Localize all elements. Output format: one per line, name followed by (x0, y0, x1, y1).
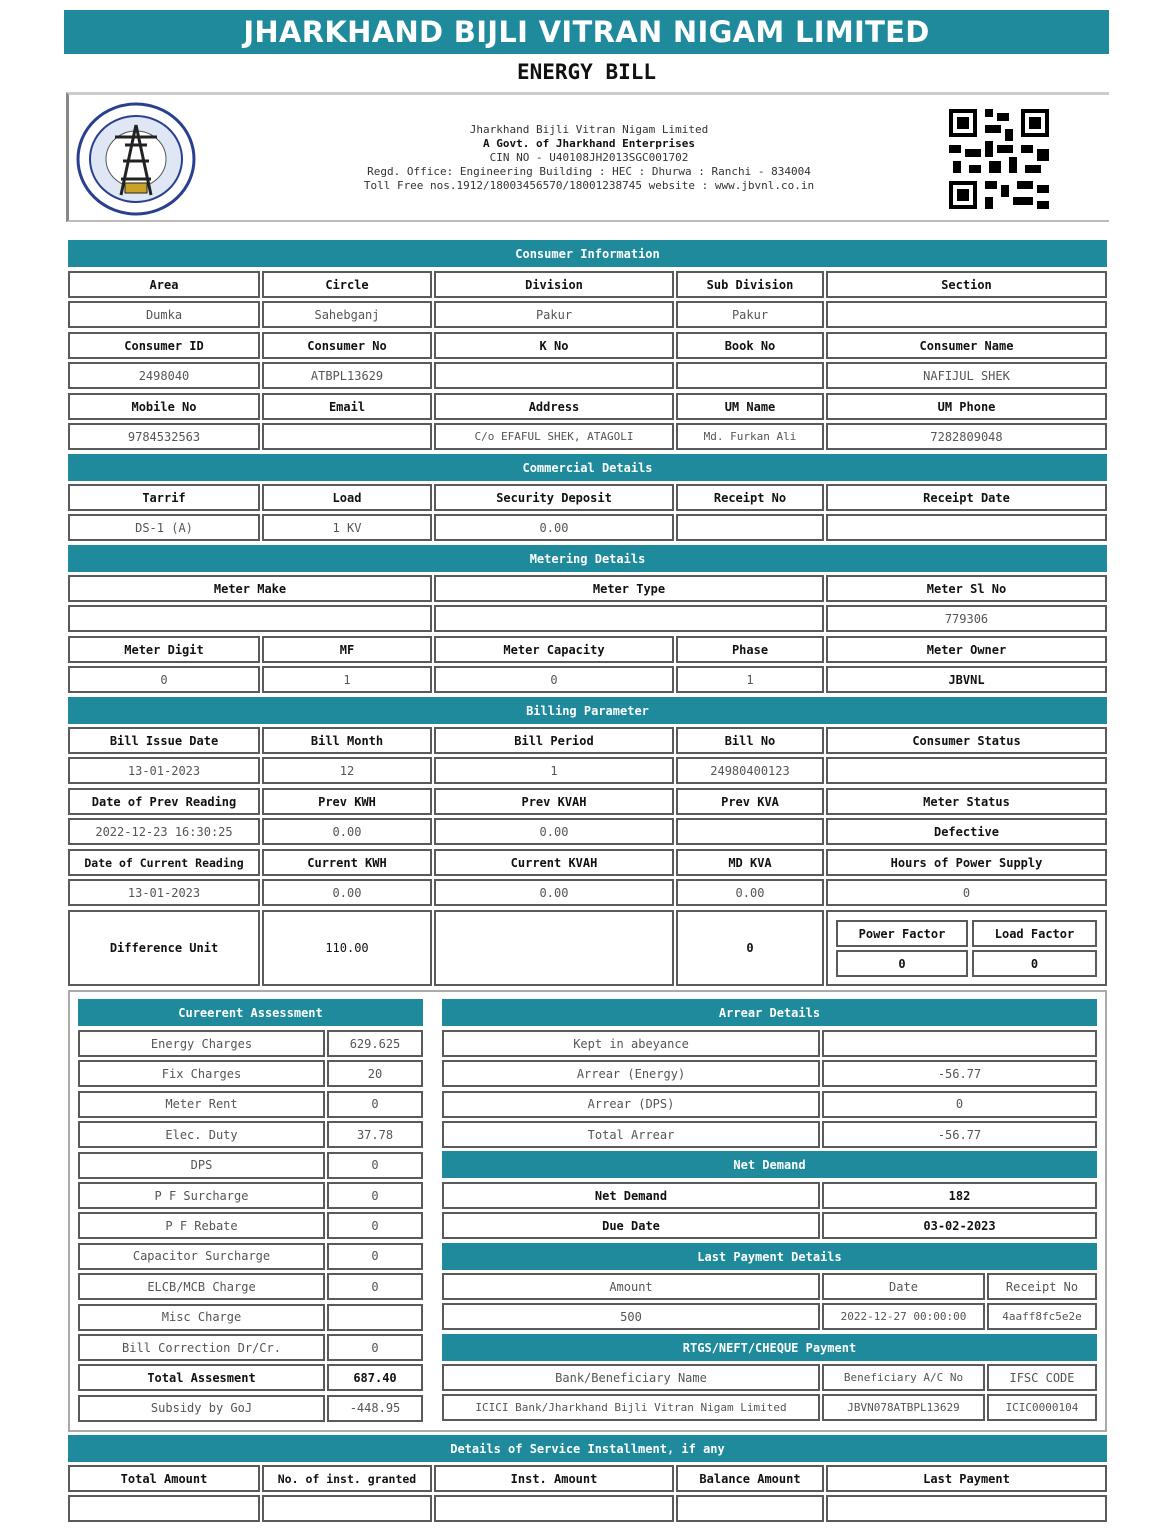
bank-name-label: Bank/Beneficiary Name (442, 1364, 820, 1391)
last-payment-date-value: 2022-12-27 00:00:00 (822, 1303, 985, 1330)
section-commercial-details: Commercial Details (68, 454, 1107, 481)
company-name: Jharkhand Bijli Vitran Nigam Limited (469, 123, 709, 136)
last-payment-amount-label: Amount (442, 1273, 820, 1300)
mf-label: MF (262, 636, 432, 663)
consumer-status-value (826, 757, 1107, 784)
um-name-value: Md. Furkan Ali (676, 423, 824, 450)
net-demand-value: 182 (822, 1182, 1097, 1209)
book-no-label: Book No (676, 332, 824, 359)
security-deposit-value: 0.00 (434, 514, 674, 541)
installment-amount-label: Inst. Amount (434, 1465, 674, 1492)
assessment-row-value (327, 1304, 423, 1331)
arrear-row-label: Total Arrear (442, 1121, 820, 1148)
current-reading-date-label: Date of Current Reading (68, 849, 260, 876)
section-consumer-information: Consumer Information (68, 240, 1107, 267)
section-metering-details: Metering Details (68, 545, 1107, 572)
last-payment-receipt-label: Receipt No (987, 1273, 1097, 1300)
email-value (262, 423, 432, 450)
hours-supply-label: Hours of Power Supply (826, 849, 1107, 876)
meter-owner-label: Meter Owner (826, 636, 1107, 663)
assessment-row-label: DPS (78, 1152, 325, 1179)
area-value: Dumka (68, 301, 260, 328)
tariff-label: Tarrif (68, 484, 260, 511)
consumer-name-label: Consumer Name (826, 332, 1107, 359)
installment-balance-label: Balance Amount (676, 1465, 824, 1492)
difference-blank (434, 910, 674, 986)
subdivision-label: Sub Division (676, 271, 824, 298)
bill-issue-date-value: 13-01-2023 (68, 757, 260, 784)
assessment-row-label: Subsidy by GoJ (78, 1395, 325, 1422)
arrear-row-value: -56.77 (822, 1121, 1097, 1148)
toll-free-numbers: Toll Free nos.1912/18003456570/18001238745 website : www.jbvnl.co.in (363, 179, 815, 192)
beneficiary-ac-value: JBVN078ATBPL13629 (822, 1394, 985, 1421)
prev-kwh-value: 0.00 (262, 818, 432, 845)
assessment-row-value: 0 (327, 1212, 423, 1239)
hours-supply-value: 0 (826, 879, 1107, 906)
assessment-row-label: Energy Charges (78, 1030, 325, 1057)
arrear-row-value (822, 1030, 1097, 1057)
assessment-row-label: Fix Charges (78, 1060, 325, 1087)
circle-value: Sahebganj (262, 301, 432, 328)
receipt-date-label: Receipt Date (826, 484, 1107, 511)
jbvnl-logo-icon (75, 101, 197, 217)
mf-value: 1 (262, 666, 432, 693)
assessment-row-label: Meter Rent (78, 1091, 325, 1118)
section-arrear-details: Arrear Details (442, 999, 1097, 1026)
assessment-row-value: 0 (327, 1273, 423, 1300)
current-kvah-label: Current KVAH (434, 849, 674, 876)
document-title: ENERGY BILL (516, 60, 657, 84)
load-factor-value: 0 (972, 950, 1097, 977)
current-kwh-label: Current KWH (262, 849, 432, 876)
bank-name-value: ICICI Bank/Jharkhand Bijli Vitran Nigam Limited (442, 1394, 820, 1421)
assessment-row-label: P F Rebate (78, 1212, 325, 1239)
installment-amount-value (434, 1495, 674, 1522)
arrear-row-label: Arrear (Energy) (442, 1060, 820, 1087)
um-name-label: UM Name (676, 393, 824, 420)
meter-sl-value: 779306 (826, 605, 1107, 632)
meter-digit-value: 0 (68, 666, 260, 693)
section-value (826, 301, 1107, 328)
section-billing-parameter: Billing Parameter (68, 697, 1107, 724)
meter-capacity-value: 0 (434, 666, 674, 693)
meter-status-value: Defective (826, 818, 1107, 845)
address-value: C/o EFAFUL SHEK, ATAGOLI (434, 423, 674, 450)
address-label: Address (434, 393, 674, 420)
current-kwh-value: 0.00 (262, 879, 432, 906)
division-value: Pakur (434, 301, 674, 328)
difference-unit-value: 110.00 (262, 910, 432, 986)
email-label: Email (262, 393, 432, 420)
difference-extra-value: 0 (676, 910, 824, 986)
ifsc-value: ICIC0000104 (987, 1394, 1097, 1421)
bill-period-value: 1 (434, 757, 674, 784)
bill-month-value: 12 (262, 757, 432, 784)
consumer-id-value: 2498040 (68, 362, 260, 389)
meter-type-value (434, 605, 824, 632)
k-no-label: K No (434, 332, 674, 359)
book-no-value (676, 362, 824, 389)
um-phone-label: UM Phone (826, 393, 1107, 420)
k-no-value (434, 362, 674, 389)
area-label: Area (68, 271, 260, 298)
phase-label: Phase (676, 636, 824, 663)
assessment-row-value: 0 (327, 1182, 423, 1209)
arrear-row-label: Arrear (DPS) (442, 1091, 820, 1118)
section-current-assessment: Cureerent Assessment (78, 999, 423, 1026)
installment-last-payment-value (826, 1495, 1107, 1522)
last-payment-date-label: Date (822, 1273, 985, 1300)
meter-make-label: Meter Make (68, 575, 432, 602)
assessment-row-value: 37.78 (327, 1121, 423, 1148)
consumer-id-label: Consumer ID (68, 332, 260, 359)
meter-status-label: Meter Status (826, 788, 1107, 815)
cin-number: CIN NO - U40108JH2013SGC001702 (489, 151, 689, 164)
assessment-row-value: 687.40 (327, 1364, 423, 1391)
assessment-row-label: ELCB/MCB Charge (78, 1273, 325, 1300)
receipt-no-label: Receipt No (676, 484, 824, 511)
consumer-no-value: ATBPL13629 (262, 362, 432, 389)
bill-period-label: Bill Period (434, 727, 674, 754)
mobile-label: Mobile No (68, 393, 260, 420)
assessment-row-label: Bill Correction Dr/Cr. (78, 1334, 325, 1361)
current-reading-date-value: 13-01-2023 (68, 879, 260, 906)
assessment-row-value: 0 (327, 1243, 423, 1270)
meter-owner-value: JBVNL (826, 666, 1107, 693)
installment-balance-value (676, 1495, 824, 1522)
installment-last-payment-label: Last Payment (826, 1465, 1107, 1492)
registered-office: Regd. Office: Engineering Building : HEC : Dhurwa : Ranchi - 834004 (367, 165, 811, 178)
bill-month-label: Bill Month (262, 727, 432, 754)
installment-count-value (262, 1495, 432, 1522)
last-payment-receipt-value: 4aaff8fc5e2e (987, 1303, 1097, 1330)
prev-kvah-value: 0.00 (434, 818, 674, 845)
assessment-row-label: Misc Charge (78, 1304, 325, 1331)
prev-kvah-label: Prev KVAH (434, 788, 674, 815)
assessment-row-value: 20 (327, 1060, 423, 1087)
bill-no-value: 24980400123 (676, 757, 824, 784)
circle-label: Circle (262, 271, 432, 298)
company-banner: JHARKHAND BIJLI VITRAN NIGAM LIMITED (64, 10, 1109, 54)
meter-sl-label: Meter Sl No (826, 575, 1107, 602)
consumer-name-value: NAFIJUL SHEK (826, 362, 1107, 389)
beneficiary-ac-label: Beneficiary A/C No (822, 1364, 985, 1391)
installment-count-label: No. of inst. granted (262, 1465, 432, 1492)
section-rtgs-payment: RTGS/NEFT/CHEQUE Payment (442, 1334, 1097, 1361)
prev-reading-date-value: 2022-12-23 16:30:25 (68, 818, 260, 845)
header-box (66, 92, 1109, 222)
arrear-row-value: -56.77 (822, 1060, 1097, 1087)
assessment-row-label: P F Surcharge (78, 1182, 325, 1209)
bill-no-label: Bill No (676, 727, 824, 754)
power-factor-value: 0 (836, 950, 968, 977)
meter-capacity-label: Meter Capacity (434, 636, 674, 663)
meter-digit-label: Meter Digit (68, 636, 260, 663)
difference-unit-label: Difference Unit (68, 910, 260, 986)
govt-line: A Govt. of Jharkhand Enterprises (483, 137, 695, 150)
assessment-row-label: Elec. Duty (78, 1121, 325, 1148)
net-demand-label: Net Demand (442, 1182, 820, 1209)
installment-total-label: Total Amount (68, 1465, 260, 1492)
current-kvah-value: 0.00 (434, 879, 674, 906)
assessment-row-label: Total Assesment (78, 1364, 325, 1391)
assessment-row-value: 0 (327, 1334, 423, 1361)
md-kva-label: MD KVA (676, 849, 824, 876)
due-date-label: Due Date (442, 1212, 820, 1239)
section-service-installment: Details of Service Installment, if any (68, 1435, 1107, 1462)
assessment-row-value: 629.625 (327, 1030, 423, 1057)
consumer-no-label: Consumer No (262, 332, 432, 359)
section-net-demand: Net Demand (442, 1151, 1097, 1178)
security-deposit-label: Security Deposit (434, 484, 674, 511)
prev-kwh-label: Prev KWH (262, 788, 432, 815)
division-label: Division (434, 271, 674, 298)
assessment-row-value: 0 (327, 1152, 423, 1179)
consumer-status-label: Consumer Status (826, 727, 1107, 754)
bill-issue-date-label: Bill Issue Date (68, 727, 260, 754)
company-details (269, 123, 909, 193)
subdivision-value: Pakur (676, 301, 824, 328)
prev-kva-value (676, 818, 824, 845)
qr-code-icon (949, 109, 1049, 209)
installment-total-value (68, 1495, 260, 1522)
power-factor-label: Power Factor (836, 920, 968, 947)
load-factor-label: Load Factor (972, 920, 1097, 947)
receipt-no-value (676, 514, 824, 541)
due-date-value: 03-02-2023 (822, 1212, 1097, 1239)
phase-value: 1 (676, 666, 824, 693)
assessment-row-label: Capacitor Surcharge (78, 1243, 325, 1270)
um-phone-value: 7282809048 (826, 423, 1107, 450)
assessment-row-value: -448.95 (327, 1395, 423, 1422)
load-value: 1 KV (262, 514, 432, 541)
arrear-row-label: Kept in abeyance (442, 1030, 820, 1057)
section-label: Section (826, 271, 1107, 298)
prev-reading-date-label: Date of Prev Reading (68, 788, 260, 815)
ifsc-label: IFSC CODE (987, 1364, 1097, 1391)
section-last-payment: Last Payment Details (442, 1243, 1097, 1270)
meter-type-label: Meter Type (434, 575, 824, 602)
meter-make-value (68, 605, 432, 632)
md-kva-value: 0.00 (676, 879, 824, 906)
assessment-row-value: 0 (327, 1091, 423, 1118)
receipt-date-value (826, 514, 1107, 541)
tariff-value: DS-1 (A) (68, 514, 260, 541)
arrear-row-value: 0 (822, 1091, 1097, 1118)
prev-kva-label: Prev KVA (676, 788, 824, 815)
mobile-value: 9784532563 (68, 423, 260, 450)
last-payment-amount-value: 500 (442, 1303, 820, 1330)
load-label: Load (262, 484, 432, 511)
